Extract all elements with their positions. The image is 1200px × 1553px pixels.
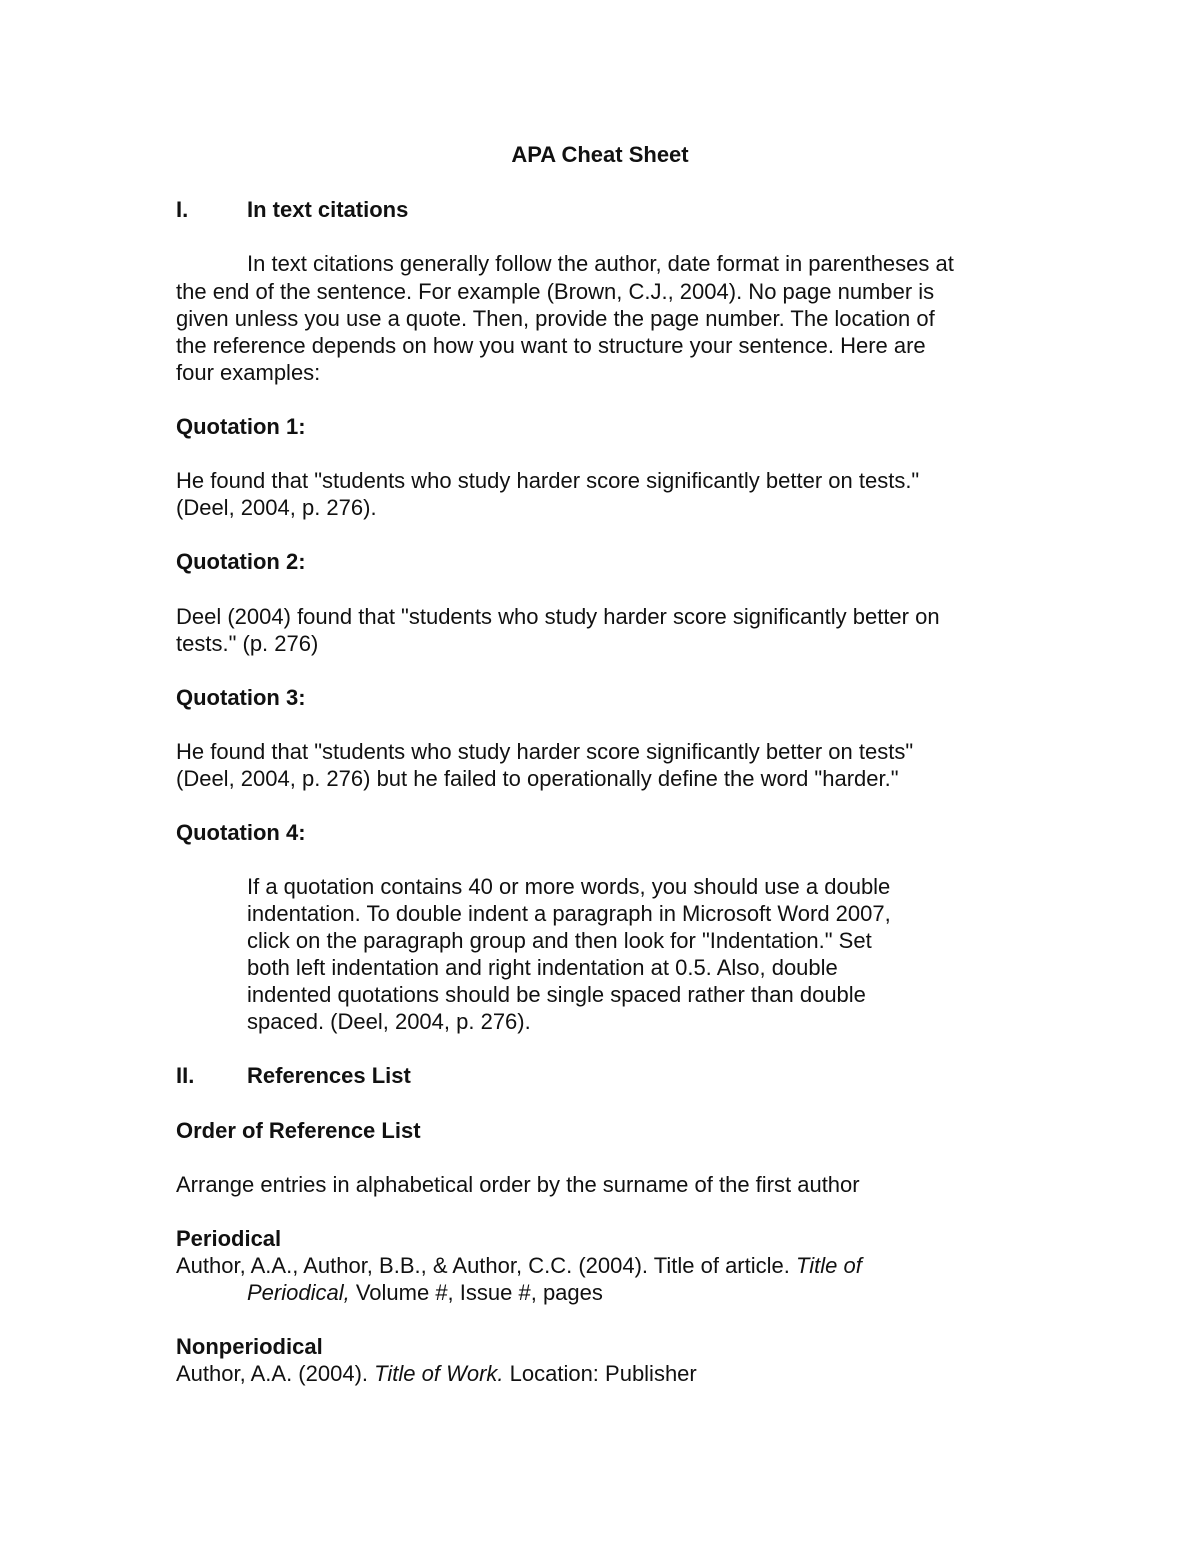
block-quote-line: spaced. (Deel, 2004, p. 276). (247, 1009, 531, 1034)
periodical-heading: Periodical (176, 1226, 282, 1251)
order-text: Arrange entries in alphabetical order by the surname of the first author (176, 1172, 860, 1197)
quotation-4-heading: Quotation 4: (176, 820, 306, 845)
quotation-3-heading: Quotation 3: (176, 685, 306, 710)
block-quote-line: If a quotation contains 40 or more words, you should use a double (247, 874, 891, 899)
intro-line: four examples: (176, 360, 321, 385)
periodical-format-line-1 (176, 1252, 862, 1279)
quotation-2-line: Deel (2004) found that "students who study harder score significantly better on (176, 604, 940, 629)
nonperiodical-heading: Nonperiodical (176, 1334, 323, 1359)
block-quote-line: both left indentation and right indentation at 0.5. Also, double (247, 955, 838, 980)
quotation-2-heading: Quotation 2: (176, 549, 306, 574)
periodical-plain-text: Author, A.A., Author, B.B., & Author, C.C. (2004). Title of article. (176, 1253, 796, 1278)
quotation-3-line: He found that "students who study harder score significantly better on tests" (176, 739, 914, 764)
intro-line: the reference depends on how you want to structure your sentence. Here are (176, 333, 926, 358)
block-quote-line: click on the paragraph group and then look for "Indentation." Set (247, 928, 872, 953)
page-title: APA Cheat Sheet (511, 142, 689, 167)
nonperiodical-format-line (176, 1360, 697, 1387)
quotation-1-heading: Quotation 1: (176, 414, 306, 439)
intro-line: In text citations generally follow the author, date format in parentheses at (247, 251, 954, 276)
periodical-italic-text: Title of (796, 1253, 862, 1278)
section-2-number: II. (176, 1063, 195, 1088)
quotation-2-line: tests." (p. 276) (176, 631, 319, 656)
nonperiodical-italic-text: Title of Work. (374, 1361, 504, 1386)
intro-line: the end of the sentence. For example (Brown, C.J., 2004). No page number is (176, 279, 935, 304)
periodical-plain-text: Volume #, Issue #, pages (349, 1280, 603, 1305)
periodical-italic-text: Periodical, (247, 1280, 350, 1305)
nonperiodical-plain-text: Location: Publisher (503, 1361, 697, 1386)
section-1-heading: In text citations (247, 197, 409, 222)
block-quote-line: indentation. To double indent a paragraph in Microsoft Word 2007, (247, 901, 891, 926)
section-1-number: I. (176, 197, 189, 222)
block-quote-line: indented quotations should be single spaced rather than double (247, 982, 866, 1007)
quotation-1-line: He found that "students who study harder score significantly better on tests." (176, 468, 920, 493)
nonperiodical-plain-text: Author, A.A. (2004). (176, 1361, 375, 1386)
intro-line: given unless you use a quote. Then, provide the page number. The location of (176, 306, 935, 331)
quotation-3-line: (Deel, 2004, p. 276) but he failed to operationally define the word "harder." (176, 766, 899, 791)
periodical-format-line-2 (247, 1279, 603, 1306)
section-2-heading: References List (247, 1063, 411, 1088)
quotation-1-line: (Deel, 2004, p. 276). (176, 495, 377, 520)
order-heading: Order of Reference List (176, 1118, 421, 1143)
